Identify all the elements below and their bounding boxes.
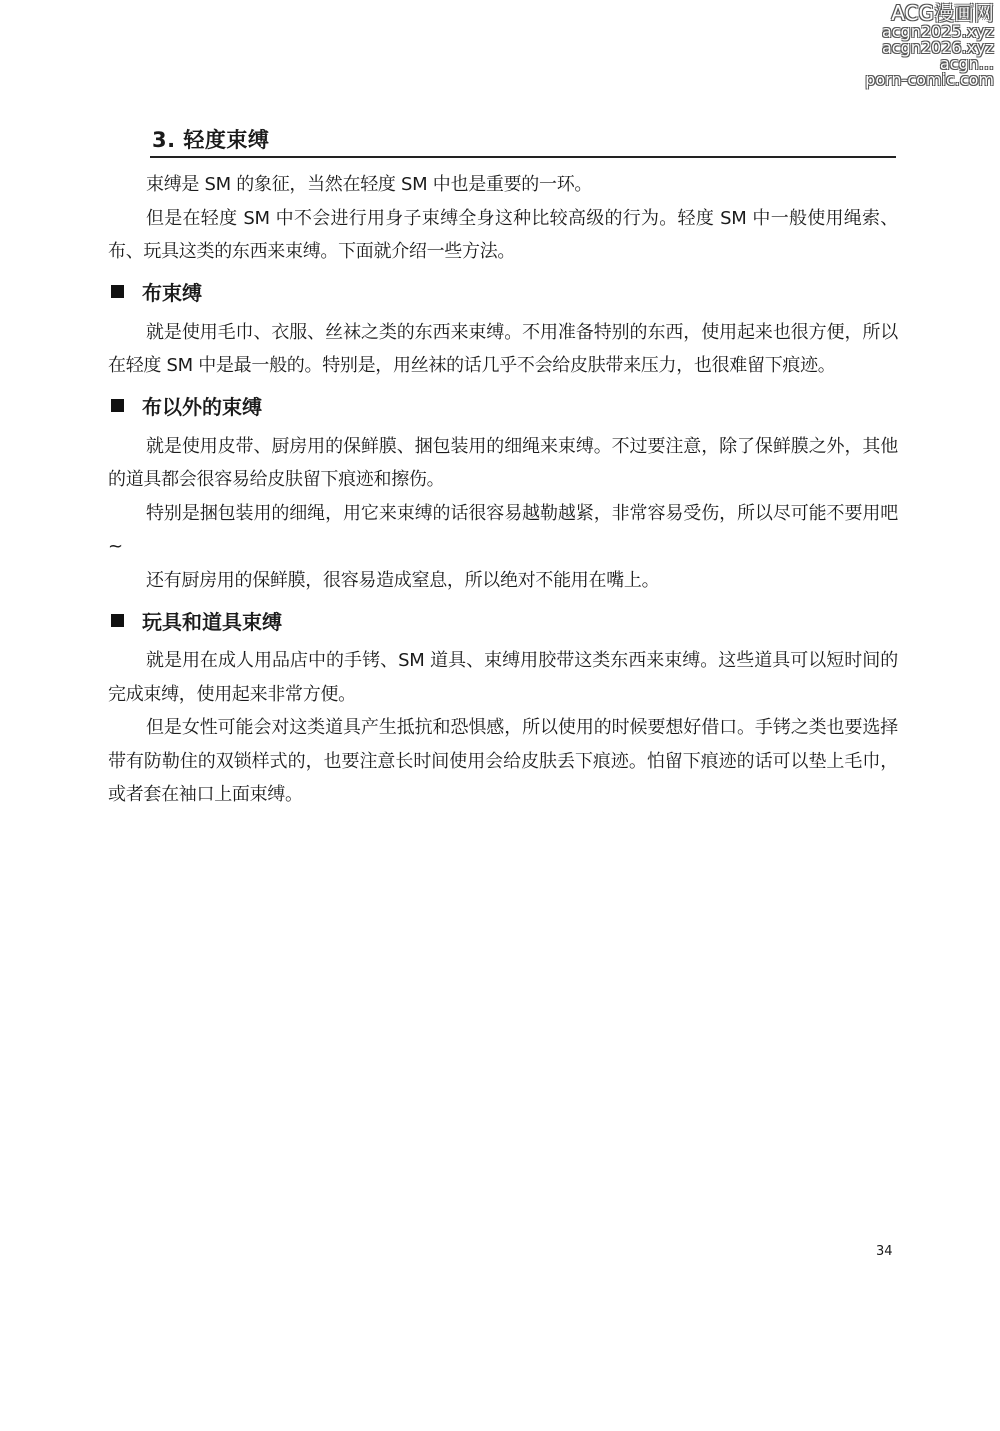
square-bullet-icon xyxy=(111,399,124,412)
body-paragraph: 但是女性可能会对这类道具产生抵抗和恐惧感，所以使用的时候要想好借口。手铐之类也要选择带有防勒住的双锁样式的，也要注意长时间使用会给皮肤丢下痕迹。怕留下痕迹的话可以垫上毛巾，或者套在袖口上面束缚。 xyxy=(108,717,898,805)
body-paragraph: 就是用在成人用品店中的手铐、SM 道具、束缚用胶带这类东西来束缚。这些道具可以短时间的完成束缚，使用起来非常方便。 xyxy=(108,650,898,705)
page-content xyxy=(108,168,898,812)
watermark xyxy=(844,2,994,88)
section-title: 3. 轻度束缚 xyxy=(152,128,270,152)
watermark-line: acgn... xyxy=(939,54,994,73)
watermark-line: acgn2026.xyz xyxy=(881,38,994,57)
intro-paragraph: 束缚是 SM 的象征，当然在轻度 SM 中也是重要的一环。 xyxy=(146,174,593,195)
watermark-line: acgn2025.xyz xyxy=(881,22,994,41)
subsection-heading xyxy=(108,390,898,422)
intro-paragraph: 但是在轻度 SM 中不会进行用身子束缚全身这种比较高级的行为。轻度 SM 中一般使用绳索、布、玩具这类的东西来束缚。下面就介绍一些方法。 xyxy=(108,207,898,262)
subsection-heading xyxy=(108,604,898,636)
page-number: 34 xyxy=(876,1244,893,1259)
square-bullet-icon xyxy=(111,614,124,627)
watermark-line: ACG漫画网 xyxy=(891,1,994,25)
subsection-heading-label: 玩具和道具束缚 xyxy=(142,609,282,634)
body-paragraph: 就是使用皮带、厨房用的保鲜膜、捆包装用的细绳来束缚。不过要注意，除了保鲜膜之外，其他的道具都会很容易给皮肤留下痕迹和擦伤。 xyxy=(108,435,898,490)
subsection-heading-label: 布束缚 xyxy=(142,281,202,305)
subsection-heading-label: 布以外的束缚 xyxy=(142,395,262,419)
body-paragraph: 还有厨房用的保鲜膜，很容易造成窒息，所以绝对不能用在嘴上。 xyxy=(146,569,660,591)
title-divider xyxy=(150,156,896,158)
watermark-line: porn-comic.com xyxy=(865,70,994,89)
body-paragraph: 特别是捆包装用的细绳，用它来束缚的话很容易越勒越紧，非常容易受伤，所以尽可能不要用吧~ xyxy=(108,502,898,557)
subsection-heading xyxy=(108,276,898,308)
body-paragraph: 就是使用毛巾、衣服、丝袜之类的东西来束缚。不用准备特别的东西，使用起来也很方便，所以在轻度 SM 中是最一般的。特别是，用丝袜的话几乎不会给皮肤带来压力，也很难留下痕迹。 xyxy=(108,321,898,376)
square-bullet-icon xyxy=(111,285,124,298)
